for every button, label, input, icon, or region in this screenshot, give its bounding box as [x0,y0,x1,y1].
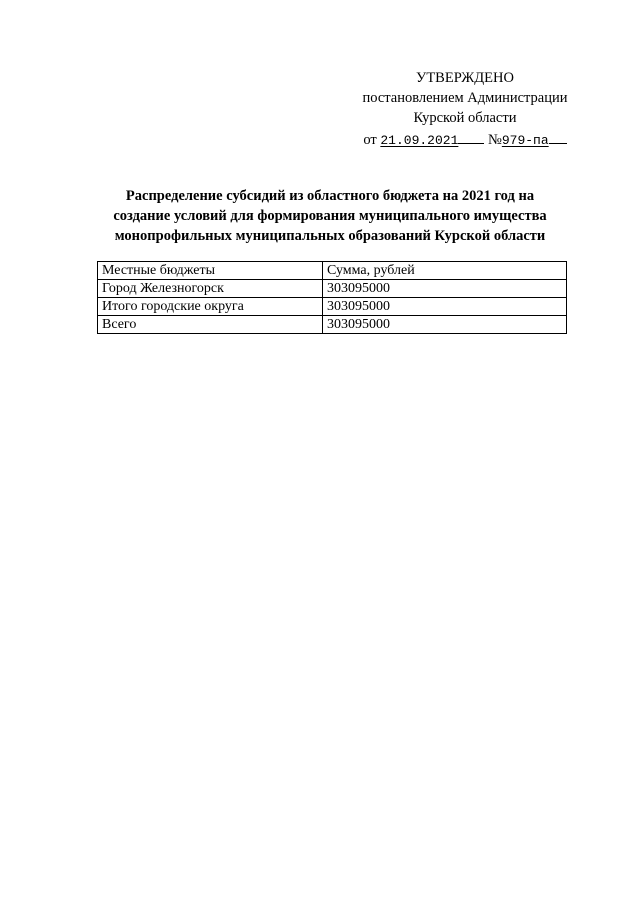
date-prefix: от [363,132,377,148]
number-prefix: № [488,132,502,148]
subsidy-table [97,261,567,334]
table-row [98,280,567,298]
table-row [98,316,567,334]
date-underline [458,129,484,144]
approved-by-line: постановлением Администрации [362,90,568,106]
row-name: Город Железногорск [98,280,323,298]
title-line-3: монопрофильных муниципальных образований Курской области [114,228,546,244]
approval-stamp [340,68,590,151]
decree-number: 979-па [501,133,549,148]
row-amount: 303095000 [323,316,567,334]
table-header-row [98,262,567,280]
region-line: Курской области [413,110,517,126]
header-budgets: Местные бюджеты [98,262,323,280]
approved-label: УТВЕРЖДЕНО [416,70,514,86]
row-name: Итого городские округа [98,298,323,316]
row-amount: 303095000 [323,280,567,298]
title-line-1: Распределение субсидий из областного бюджета на 2021 год на [125,188,535,204]
document-title [80,186,580,246]
date-number-line [340,129,590,151]
row-amount: 303095000 [323,298,567,316]
title-line-2: создание условий для формирования муниципального имущества [113,208,547,224]
table-row [98,298,567,316]
header-amount: Сумма, рублей [323,262,567,280]
row-name: Всего [98,316,323,334]
decree-date: 21.09.2021 [380,133,459,148]
number-underline [549,129,567,144]
